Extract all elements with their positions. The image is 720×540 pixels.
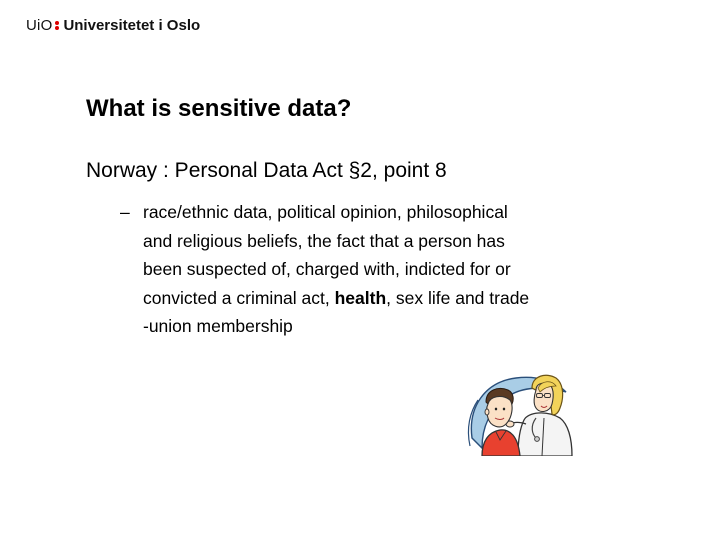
bullet-line-start: convicted a criminal act, (143, 287, 335, 308)
bullet-text (143, 198, 690, 341)
slide-title: What is sensitive data? (86, 95, 352, 122)
logo-colon-icon (55, 21, 59, 30)
university-logo (26, 15, 200, 35)
logo-name-text: Universitetet i Oslo (63, 16, 201, 34)
bullet-line-end: , sex life and trade (386, 287, 530, 308)
bullet-bold-word: health (334, 287, 387, 308)
bullet-line: been suspected of, charged with, indicted for or (143, 259, 511, 279)
bullet-item (120, 198, 690, 341)
slide-subheading: Norway : Personal Data Act §2, point 8 (86, 159, 447, 182)
logo-short-text: UiO (26, 16, 53, 34)
bullet-line (143, 284, 690, 313)
doctor-patient-clipart-icon (466, 368, 576, 456)
bullet-line: and religious beliefs, the fact that a person has (143, 230, 505, 251)
bullet-line: -union membership (143, 316, 293, 336)
bullet-dash: – (120, 202, 130, 222)
bullet-line: race/ethnic data, political opinion, philosophical (143, 202, 508, 222)
